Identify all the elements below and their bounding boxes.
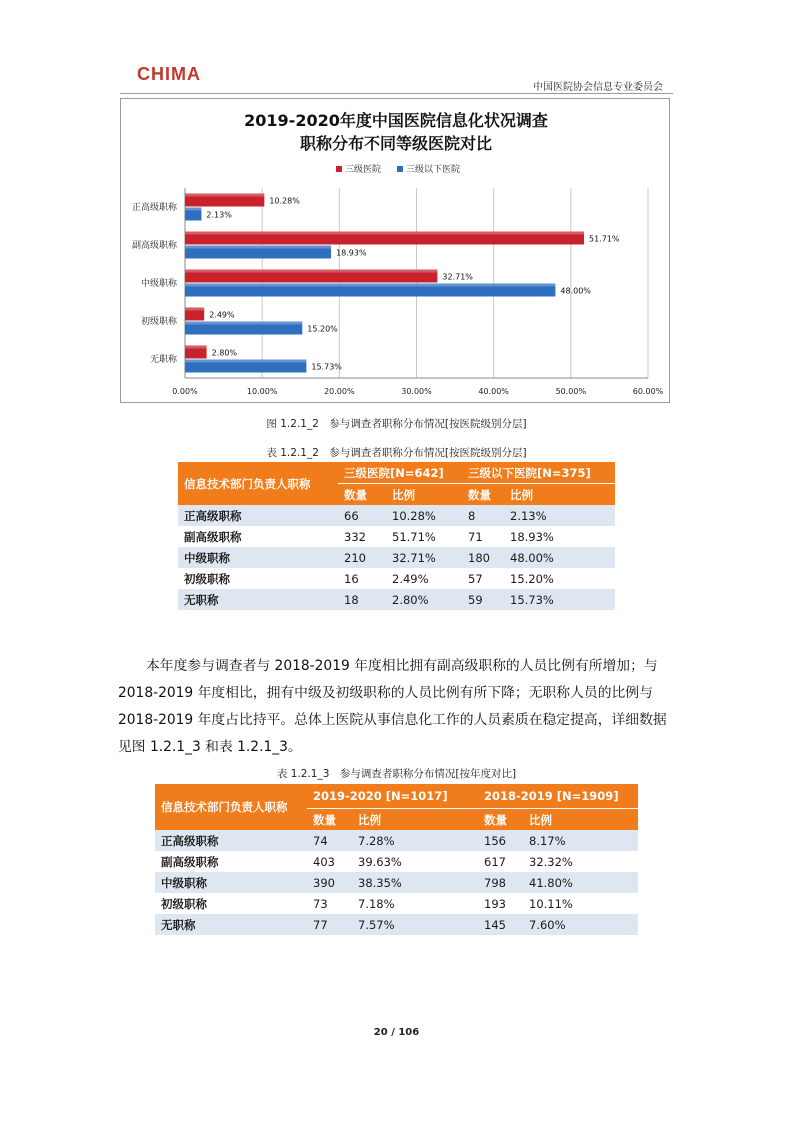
page-number: 20 / 106: [373, 1027, 420, 1038]
group2-header: 三级以下医院[N=375]: [462, 462, 615, 484]
cell: 74: [307, 830, 352, 851]
table-row: [155, 851, 638, 872]
row-label: 正高级职称: [155, 830, 307, 851]
ratio-header: 比例: [352, 809, 478, 831]
cell: 39.63%: [352, 851, 478, 872]
figure-caption: 图 1.2.1_2 参与调查者职称分布情况[按医院级别分层]: [266, 418, 527, 430]
x-tick-label: 30.00%: [401, 387, 432, 396]
cell: 8.17%: [523, 830, 638, 851]
cell: 18.93%: [504, 526, 615, 547]
cell: 2.13%: [504, 505, 615, 526]
group1-header: 三级医院[N=642]: [338, 462, 462, 484]
bar-highlight: [185, 194, 264, 197]
cell: 2.49%: [386, 568, 462, 589]
row-label: 副高级职称: [155, 851, 307, 872]
cell: 48.00%: [504, 547, 615, 568]
row-label: 初级职称: [178, 568, 338, 589]
bar-highlight: [185, 346, 207, 349]
bar-chart: [121, 99, 671, 404]
table-year-compare: [155, 784, 638, 935]
table-row: [178, 547, 615, 568]
cell: 7.28%: [352, 830, 478, 851]
cell: 156: [478, 830, 523, 851]
table1-caption: 表 1.2.1_2 参与调查者职称分布情况[按医院级别分层]: [266, 447, 527, 459]
count-header: 数量: [478, 809, 523, 831]
table-hospital-level: [178, 462, 615, 610]
legend-swatch: [336, 166, 342, 172]
cell: 66: [338, 505, 386, 526]
cell: 15.73%: [504, 589, 615, 610]
row-label: 无职称: [178, 589, 338, 610]
cell: 41.80%: [523, 872, 638, 893]
table-row: [155, 893, 638, 914]
category-label: 初级职称: [140, 317, 177, 327]
cell: 71: [462, 526, 504, 547]
data-label: 32.71%: [442, 272, 473, 282]
data-label: 2.49%: [209, 310, 235, 320]
table-row: [178, 568, 615, 589]
data-label: 48.00%: [560, 286, 591, 296]
chart-subtitle: 职称分布不同等级医院对比: [299, 134, 493, 153]
cell: 390: [307, 872, 352, 893]
table-row: [155, 872, 638, 893]
legend-label: 三级医院: [345, 165, 382, 175]
category-label: 无职称: [149, 355, 177, 365]
row-label: 中级职称: [178, 547, 338, 568]
row-label: 无职称: [155, 914, 307, 935]
bar-highlight: [185, 246, 331, 249]
cell: 332: [338, 526, 386, 547]
row-header-cell: 信息技术部门负责人职称: [155, 784, 307, 830]
cell: 145: [478, 914, 523, 935]
body-paragraph: [118, 653, 674, 761]
bar-highlight: [185, 308, 204, 311]
x-tick-label: 50.00%: [555, 387, 587, 396]
paragraph-text: 本年度参与调查者与 2018-2019 年度相比拥有副高级职称的人员比例有所增加；与 2018-2019 年度相比，拥有中级及初级职称的人员比例有所下降；无职称人员的比例与 2018-2019 年度占比持平。总体上医院从事信息化工作的人员素质在稳定提高，详细数据见图 1.2.1_3 和表 1.2.1_3。: [118, 658, 667, 755]
cell: 32.32%: [523, 851, 638, 872]
group2-header: 2018-2019 [N=1909]: [478, 784, 638, 809]
cell: 32.71%: [386, 547, 462, 568]
cell: 10.11%: [523, 893, 638, 914]
data-label: 2.13%: [206, 210, 232, 220]
cell: 8: [462, 505, 504, 526]
data-label: 15.73%: [311, 362, 342, 372]
category-label: 正高级职称: [131, 203, 177, 213]
category-label: 中级职称: [140, 279, 177, 289]
chart-container: [120, 98, 670, 403]
cell: 16: [338, 568, 386, 589]
row-label: 中级职称: [155, 872, 307, 893]
bar-highlight: [185, 284, 555, 287]
cell: 7.60%: [523, 914, 638, 935]
cell: 10.28%: [386, 505, 462, 526]
table-row: [178, 589, 615, 610]
data-label: 15.20%: [307, 324, 338, 334]
legend-label: 三级以下医院: [406, 165, 461, 175]
cell: 57: [462, 568, 504, 589]
cell: 77: [307, 914, 352, 935]
ratio-header: 比例: [386, 484, 462, 506]
x-tick-label: 40.00%: [478, 387, 509, 396]
bar-highlight: [185, 208, 201, 211]
x-tick-label: 60.00%: [632, 387, 664, 396]
row-label: 初级职称: [155, 893, 307, 914]
data-label: 51.71%: [589, 234, 620, 244]
data-label: 18.93%: [336, 248, 367, 258]
cell: 180: [462, 547, 504, 568]
cell: 73: [307, 893, 352, 914]
bar-highlight: [185, 360, 306, 363]
cell: 7.18%: [352, 893, 478, 914]
organization-name: 中国医院协会信息专业委员会: [533, 82, 663, 93]
count-header: 数量: [462, 484, 504, 506]
cell: 798: [478, 872, 523, 893]
data-label: 10.28%: [269, 196, 300, 206]
count-header: 数量: [307, 809, 352, 831]
ratio-header: 比例: [504, 484, 615, 506]
ratio-header: 比例: [523, 809, 638, 831]
chart-title: 2019-2020年度中国医院信息化状况调查: [244, 111, 548, 130]
count-header: 数量: [338, 484, 386, 506]
cell: 2.80%: [386, 589, 462, 610]
table-row: [155, 914, 638, 935]
group1-header: 2019-2020 [N=1017]: [307, 784, 478, 809]
bar-highlight: [185, 322, 302, 325]
table-row: [155, 830, 638, 851]
chima-logo: CHIMA: [137, 64, 201, 84]
cell: 7.57%: [352, 914, 478, 935]
x-tick-label: 20.00%: [324, 387, 355, 396]
header-divider: [120, 93, 673, 94]
cell: 403: [307, 851, 352, 872]
cell: 617: [478, 851, 523, 872]
cell: 51.71%: [386, 526, 462, 547]
cell: 38.35%: [352, 872, 478, 893]
row-label: 正高级职称: [178, 505, 338, 526]
category-label: 副高级职称: [131, 241, 177, 251]
cell: 18: [338, 589, 386, 610]
row-label: 副高级职称: [178, 526, 338, 547]
cell: 15.20%: [504, 568, 615, 589]
legend-swatch: [397, 166, 403, 172]
table2-caption: 表 1.2.1_3 参与调查者职称分布情况[按年度对比]: [276, 768, 517, 780]
cell: 59: [462, 589, 504, 610]
cell: 210: [338, 547, 386, 568]
data-label: 2.80%: [211, 348, 238, 358]
x-tick-label: 0.00%: [172, 387, 198, 396]
table-row: [178, 505, 615, 526]
bar-highlight: [185, 232, 584, 235]
bar-highlight: [185, 270, 437, 273]
table-row: [178, 526, 615, 547]
row-header-cell: 信息技术部门负责人职称: [178, 462, 338, 505]
x-tick-label: 10.00%: [246, 387, 278, 396]
cell: 193: [478, 893, 523, 914]
